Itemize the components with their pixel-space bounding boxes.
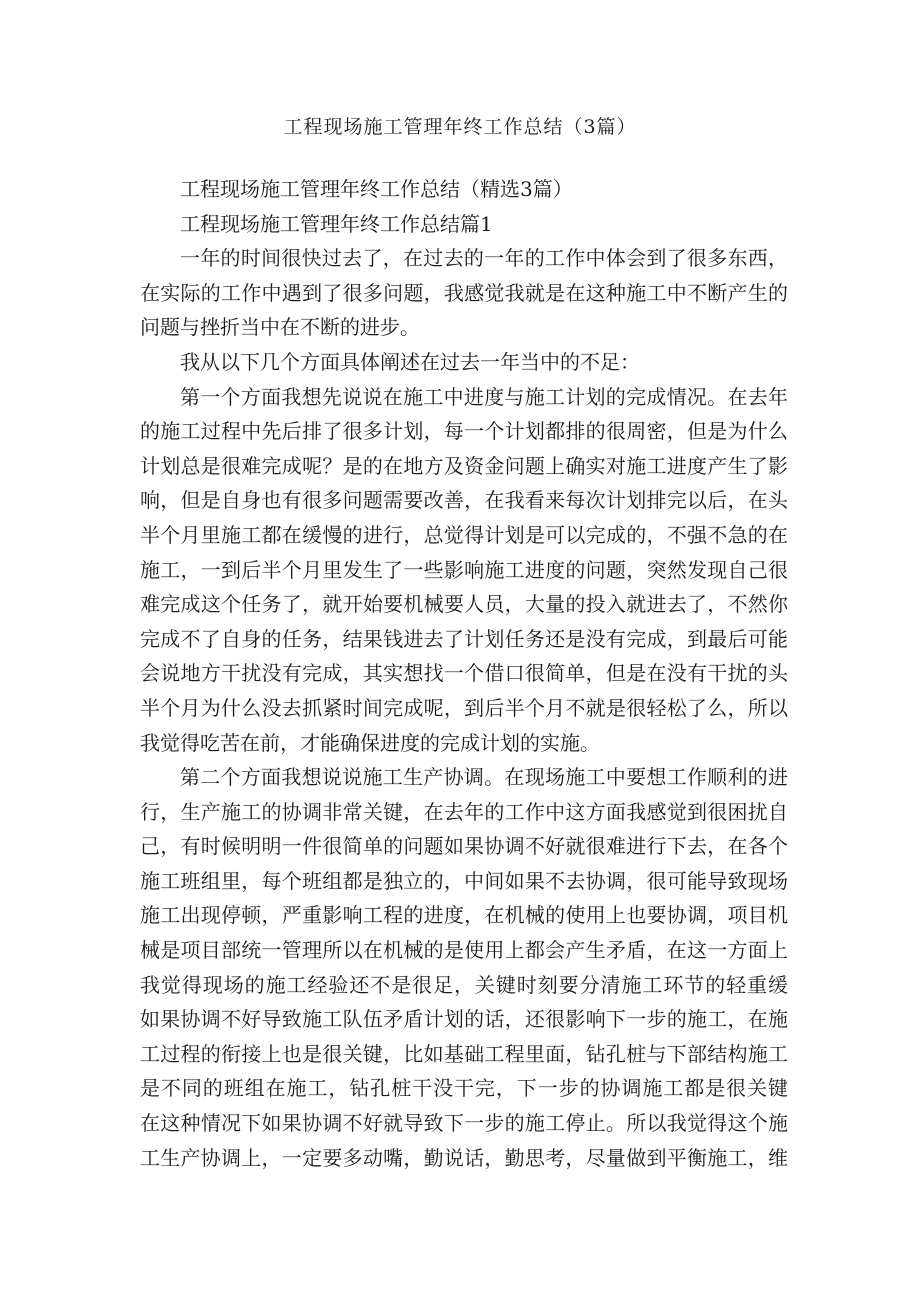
body-text-line: 是不同的班组在施工，钻孔桩干没干完，下一步的协调施工都是很关键 <box>140 1076 788 1101</box>
body-text-line: 响，但是自身也有很多问题需要改善，在我看来每次计划排完以后，在头 <box>140 488 788 513</box>
body-text-line: 己，有时候明明一件很简单的问题如果协调不好就很难进行下去，在各个 <box>140 834 788 859</box>
body-text-line: 我从以下几个方面具体阐述在过去一年当中的不足： <box>180 349 640 374</box>
body-text-line: 完成不了自身的任务，结果钱进去了计划任务还是没有完成，到最后可能 <box>140 626 788 651</box>
body-text-line: 半个月里施工都在缓慢的进行，总觉得计划是可以完成的，不强不急的在 <box>140 522 788 547</box>
body-text-line: 如果协调不好导致施工队伍矛盾计划的话，还很影响下一步的施工，在施 <box>140 1007 788 1032</box>
body-text-line: 工程现场施工管理年终工作总结（精选3篇） <box>180 177 573 201</box>
body-text-line: 问题与挫折当中在不断的进步。 <box>140 315 420 340</box>
body-text-line: 施工出现停顿，严重影响工程的进度，在机械的使用上也要协调，项目机 <box>140 903 788 928</box>
body-text-line: 施工班组里，每个班组都是独立的，中间如果不去协调，很可能导致现场 <box>140 868 788 893</box>
body-text-line: 施工，一到后半个月里发生了一些影响施工进度的问题，突然发现自己很 <box>140 557 788 582</box>
body-text-line: 行，生产施工的协调非常关键，在去年的工作中这方面我感觉到很困扰自 <box>140 799 788 824</box>
body-text-line: 难完成这个任务了，就开始要机械要人员，大量的投入就进去了，不然你 <box>140 592 788 617</box>
document-body <box>140 172 788 1175</box>
body-text-line: 计划总是很难完成呢？是的在地方及资金问题上确实对施工进度产生了影 <box>140 453 788 478</box>
body-text-line: 我觉得现场的施工经验还不是很足，关键时刻要分清施工环节的轻重缓 <box>140 972 788 997</box>
body-text-line: 我觉得吃苦在前，才能确保进度的完成计划的实施。 <box>140 730 600 755</box>
body-text-line: 一年的时间很快过去了，在过去的一年的工作中体会到了很多东西， <box>180 246 788 271</box>
body-text-line: 会说地方干扰没有完成，其实想找一个借口很简单，但是在没有干扰的头 <box>140 661 788 686</box>
body-text-line: 工过程的衔接上也是很关键，比如基础工程里面，钻孔桩与下部结构施工 <box>140 1041 788 1066</box>
body-text-line: 在实际的工作中遇到了很多问题，我感觉我就是在这种施工中不断产生的 <box>140 280 788 305</box>
body-text-line: 械是项目部统一管理所以在机械的是使用上都会产生矛盾，在这一方面上 <box>140 938 788 963</box>
body-text-line: 在这种情况下如果协调不好就导致下一步的施工停止。所以我觉得这个施 <box>140 1111 788 1136</box>
body-text-line: 半个月为什么没去抓紧时间完成呢，到后半个月不就是很轻松了么，所以 <box>140 695 788 720</box>
body-text-line: 工生产协调上，一定要多动嘴，勤说话，勤思考，尽量做到平衡施工，维 <box>140 1145 788 1170</box>
body-text-line: 的施工过程中先后排了很多计划，每一个计划都排的很周密，但是为什么 <box>140 419 788 444</box>
body-text-line: 工程现场施工管理年终工作总结篇1 <box>180 211 493 236</box>
body-text-line: 第一个方面我想先说说在施工中进度与施工计划的完成情况。在去年 <box>180 384 788 409</box>
document-title: 工程现场施工管理年终工作总结（3篇） <box>283 116 637 138</box>
body-text-line: 第二个方面我想说说施工生产协调。在现场施工中要想工作顺利的进 <box>180 765 788 790</box>
